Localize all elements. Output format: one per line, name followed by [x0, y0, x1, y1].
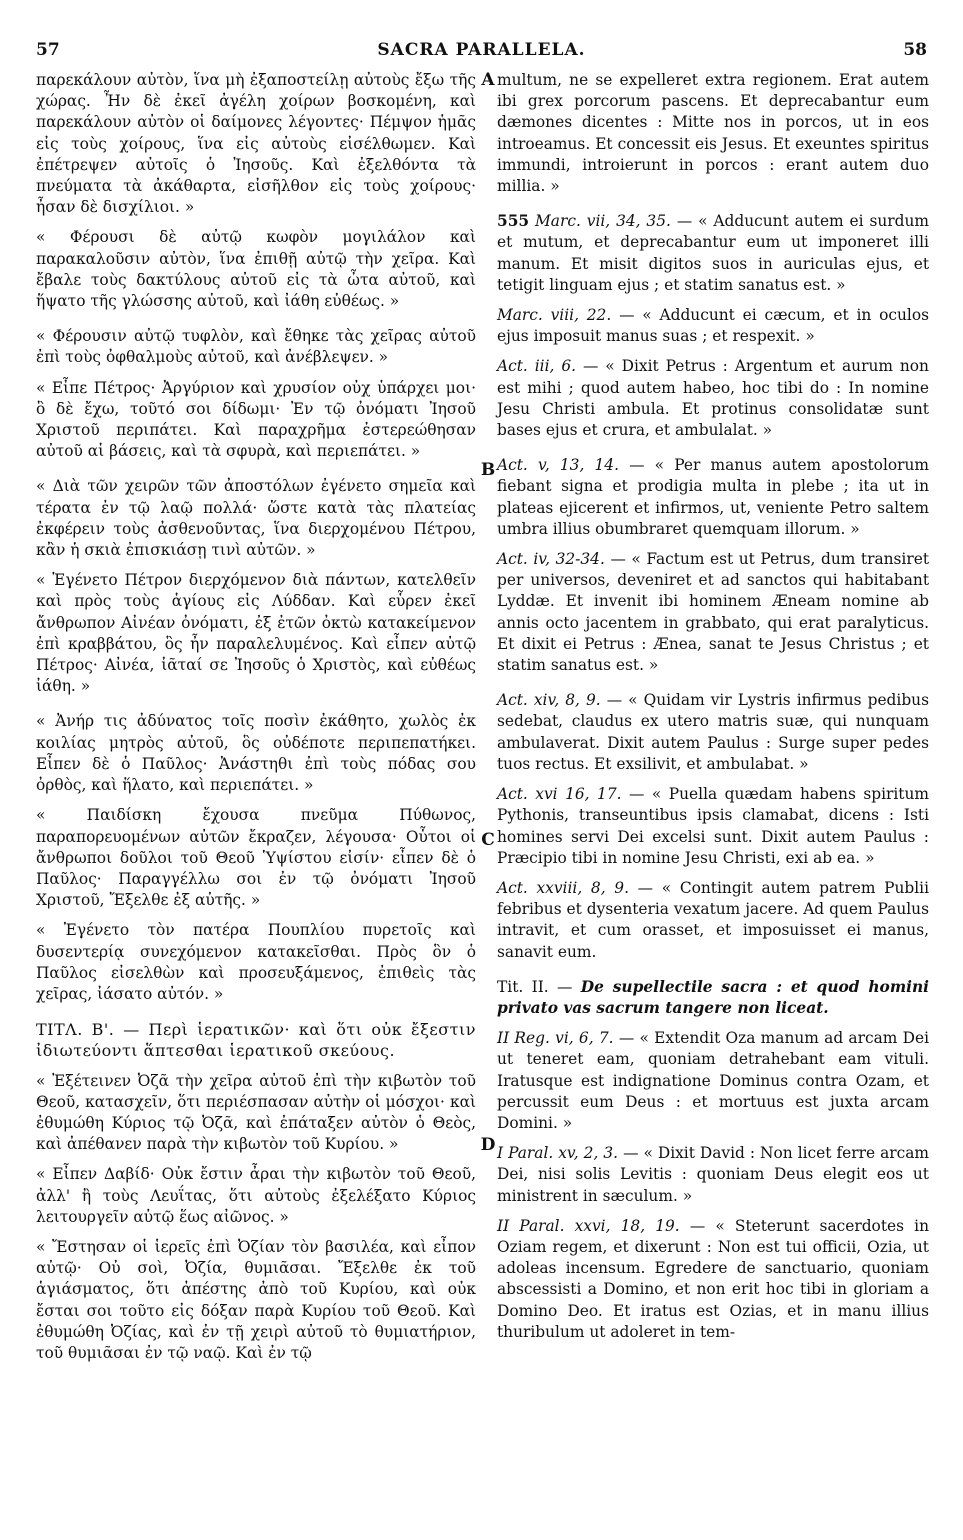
greek-paragraph: « Ἀνήρ τις ἀδύνατος τοῖς ποσὶν ἐκάθητο, χωλὸς ἐκ κοιλίας μητρὸς αὐτοῦ, ὃς οὐδέποτε περιπεπατήκει. Εἶπεν δὲ ὁ Παῦλος· Ἀνάστηθι ἐπὶ τοὺς πόδας σου ὀρθὸς, καὶ ἥλατο, καὶ περιεπάτει. » [36, 712, 476, 795]
latin-text: — « Contingit autem patrem Publii febribus et dysenteria vexatum jacere. Ad quem Paulus intravit, et cum orasset, et imposuisset ei manus, sanavit eum. [497, 878, 929, 961]
latin-paragraph [497, 690, 929, 775]
running-header [36, 40, 927, 64]
greek-paragraph: παρεκάλουν αὐτὸν, ἵνα μὴ ἐξαποστείλῃ αὐτοὺς ἔξω τῆς χώρας. Ἦν δὲ ἐκεῖ ἀγέλη χοίρων βοσκομένη, καὶ παρεκάλουν αὐτὸν οἱ δαίμονες λέγοντες· Πέμψον ἡμᾶς εἰς τοὺς χοίρους, ἵνα εἰς αὐτοὺς εἰσέλθωμεν. Καὶ ἐπέτρεψεν αὐτοῖς ὁ Ἰησοῦς. Καὶ ἐξελθόντα τὰ πνεύματα τὰ ἀκάθαρτα, εἰσῆλθον εἰς τοὺς χοίρους· ἦσαν δὲ δισχίλιοι. » [36, 71, 476, 217]
column-marker-d: D [480, 1135, 496, 1155]
scripture-reference: II Paral. xxvi, 18, 19. [497, 1216, 680, 1235]
latin-paragraph [497, 1028, 929, 1134]
latin-text: — « Factum est ut Petrus, dum transiret per universos, deveniret et ad sanctos qui habitabant Lyddæ. Et invenit ibi hominem Æneam nomine ab annis octo jacentem in grabbato, qui erat paralyticus. Et dixit ei Petrus : Ænea, sanat te Jesus Christus ; et statim sanatus est. » [497, 550, 930, 675]
latin-text: — « Quidam vir Lystris infirmus pedibus sedebat, claudus ex utero matris suæ, qui nunquam ambulaverat. Dixit autem Paulus : Surge super pedes tuos rectus. Et exsilivit, et ambulabat. » [497, 691, 929, 773]
section-title-text: De supellectile sacra : et quod homini privato vas sacrum tangere non liceat. [497, 977, 929, 1017]
latin-paragraph [497, 549, 929, 676]
scripture-reference: Marc. viii, 22. [497, 306, 612, 325]
latin-text: — « Puella quædam habens spiritum Pythonis, transeuntibus ipsis clamabat, dicens : Isti homines servi Dei excelsi sunt. Dixit autem Paulus : Præcipio tibi in nomine Jesu Christi, exi ab ea. » [497, 785, 929, 867]
column-marker-c: C [481, 830, 495, 850]
page-number-left: 57 [36, 40, 60, 60]
latin-text: — « Extendit Oza manum ad arcam Dei ut teneret eam, quoniam detrahebant eam vituli. Iratusque est indignatione Dominus contra Ozam, et percussit eum Deus : et mortuus est juxta arcam Domini. » [497, 1029, 929, 1132]
scripture-reference: Act. iii, 6. [497, 357, 577, 376]
greek-paragraph: « Εἶπεν Δαβίδ· Οὐκ ἔστιν ἆραι τὴν κιβωτὸν τοῦ Θεοῦ, ἀλλ' ἢ τοὺς Λευΐτας, ὅτι αὐτοὺς ἐξελέξατο Κύριος λειτουργεῖν αὐτῷ ἕως αἰῶνος. » [36, 1165, 476, 1226]
greek-paragraph: « Ἐγένετο Πέτρον διερχόμενον διὰ πάντων, κατελθεῖν καὶ πρὸς τοὺς ἁγίους εἰς Λύδδαν. Καὶ εὗρεν ἐκεῖ ἄνθρωπον Αἰνέαν ὀνόματι, ἐξ ἐτῶν ὀκτὼ κατακείμενον ἐπὶ κραββάτου, ὃς ἦν παραλελυμένος. Καὶ εἶπεν αὐτῷ Πέτρος· Αἰνέα, ἰᾶταί σε Ἰησοῦς ὁ Χριστὸς, καὶ εὐθέως ἰάθη. » [36, 571, 476, 696]
scripture-reference: I Paral. xv, 2, 3. [497, 1144, 619, 1163]
scripture-reference: Act. iv, 32-34. [497, 550, 605, 569]
scripture-reference: Act. xiv, 8, 9. [497, 691, 601, 710]
latin-paragraph [497, 878, 929, 963]
column-marker-b: B [480, 460, 496, 480]
latin-text: — « Per manus autem apostolorum fiebant signa et prodigia multa in plebe ; ita ut in plateas ejicerent et infirmos, ut, veniente Petro saltem umbra illius obumbraret quemquam illorum. » [497, 456, 929, 538]
entry-number: 555 [497, 212, 530, 231]
latin-text: — « Adducunt autem ei surdum et mutum, et deprecabantur eum ut imponeret illi manum. Et misit digitos suos in auriculas ejus, et tetigit linguam ejus ; et statim sanatus est. » [497, 212, 929, 294]
greek-paragraph: « Ἔστησαν οἱ ἱερεῖς ἐπὶ Ὀζίαν τὸν βασιλέα, καὶ εἶπον αὐτῷ· Οὐ σοὶ, Ὀζία, θυμιᾶσαι. Ἔξελθε ἐκ τοῦ ἁγιάσματος, ὅτι ἀπέστης ἀπὸ τοῦ Κυρίου, καὶ οὐκ ἔσται σοι τοῦτο εἰς δόξαν παρὰ Κυρίου τοῦ Θεοῦ. Καὶ ἐθυμώθη Ὀζίας, καὶ ἐν τῇ χειρὶ αὐτοῦ τὸ θυμιατήριον, τοῦ θυμιᾶσαι ἐν τῷ ναῷ. Καὶ ἐν τῷ [36, 1237, 476, 1362]
greek-paragraph: « Διὰ τῶν χειρῶν τῶν ἀποστόλων ἐγένετο σημεῖα καὶ τέρατα ἐν τῷ λαῷ πολλά· ὥστε κατὰ τὰς πλατείας ἐκφέρειν τοὺς ἀσθενοῦντας, ἵνα διερχομένου Πέτρου, κἂν ἡ σκιὰ ἐπισκιάσῃ τινὶ αὐτῶν. » [36, 477, 476, 560]
greek-section-title: ΤΙΤΛ. Β'. — Περὶ ἱερατικῶν· καὶ ὅτι οὐκ ἔξεστιν ἰδιωτεύοντι ἅπτεσθαι ἱερατικοῦ σκεύους. [36, 1020, 476, 1061]
latin-paragraph [497, 1216, 929, 1343]
latin-paragraph [497, 784, 929, 869]
latin-paragraph [497, 211, 929, 296]
latin-paragraph [497, 1143, 929, 1207]
latin-text: — « Steterunt sacerdotes in Oziam regem, et dixerunt : Non est tui officii, Ozia, ut adoleas incensum. Egredere de sanctuario, quoniam abscessisti a Domino, et non erit hoc tibi in gloriam a Domino Deo. Et iratus est Ozias, et in manu illius thuribulum ut adoleret in tem- [497, 1216, 929, 1341]
scripture-reference: II Reg. vi, 6, 7. [497, 1029, 614, 1048]
scripture-reference: Act. xvi 16, 17. [497, 785, 622, 804]
latin-paragraph [497, 356, 929, 441]
latin-text: — « Dixit Petrus : Argentum et aurum non est mihi ; quod autem habeo, hoc tibi do : In nomine Jesu Christi ambula. Et protinus consolidatæ sunt bases ejus et crura, et ambulalat. » [497, 357, 929, 440]
page-title: SACRA PARALLELA. [377, 40, 586, 60]
greek-column [36, 70, 476, 1364]
column-marker-a: A [481, 70, 495, 90]
page-number-right: 58 [903, 40, 927, 60]
latin-section-title [497, 977, 929, 1019]
latin-text: — « Adducunt ei cæcum, et in oculos ejus imposuit manus suas ; et respexit. » [497, 306, 929, 346]
scripture-reference: Act. v, 13, 14. [497, 456, 619, 475]
latin-paragraph [497, 305, 929, 347]
greek-paragraph: « Εἶπε Πέτρος· Ἀργύριον καὶ χρυσίον οὐχ ὑπάρχει μοι· ὃ δὲ ἔχω, τοῦτό σοι δίδωμι· Ἐν τῷ ὀνόματι Ἰησοῦ Χριστοῦ περιπάτει. Καὶ παραχρῆμα ἐστερεώθησαν αὐτοῦ αἱ βάσεις, καὶ τὰ σφυρὰ, καὶ περιεπάτει. » [36, 378, 476, 461]
latin-text: — « Dixit David : Non licet ferre arcam Dei, nisi solis Levitis : quoniam Deus elegit eos ut ministrent in sæculum. » [497, 1144, 929, 1205]
latin-text: multum, ne se expelleret extra regionem. Erat autem ibi grex porcorum pascens. Et deprecabantur eum dæmones dicentes : Mitte nos in porcos, ut in eos introeamus. Et concessit eis Jesus. Et exeuntes spiritus immundi, introierunt in porcos : erant autem duo millia. » [497, 71, 929, 196]
scripture-reference: Marc. vii, 34, 35. [535, 212, 671, 231]
greek-paragraph: « Παιδίσκη ἔχουσα πνεῦμα Πύθωνος, παραπορευομένων αὐτῶν ἔκραζεν, λέγουσα· Οὗτοι οἱ ἄνθρωποι δοῦλοι τοῦ Θεοῦ Ὑψίστου εἰσίν· εἶπεν δὲ ὁ Παῦλος· Παραγγέλλω σοι ἐν τῷ ὀνόματι Ἰησοῦ Χριστοῦ, Ἔξελθε ἐξ αὐτῆς. » [36, 806, 476, 910]
greek-paragraph: « Φέρουσιν αὐτῷ τυφλὸν, καὶ ἔθηκε τὰς χεῖρας αὐτοῦ ἐπὶ τοὺς ὀφθαλμοὺς αὐτοῦ, καὶ ἀνέβλεψεν. » [36, 327, 476, 367]
scripture-reference: Act. xxviii, 8, 9. [497, 878, 629, 897]
greek-paragraph: « Φέρουσι δὲ αὐτῷ κωφὸν μογιλάλον καὶ παρακαλοῦσιν αὐτὸν, ἵνα ἐπιθῇ αὐτῷ τὴν χεῖρα. Καὶ ἔβαλε τοὺς δακτύλους αὐτοῦ εἰς τὰ ὦτα αὐτοῦ, καὶ ἥψατο τῆς γλώσσης αὐτοῦ, καὶ ἰάθη εὐθέως. » [36, 228, 476, 311]
latin-paragraph [497, 70, 929, 197]
section-title-label: Tit. II. — [497, 977, 573, 996]
greek-paragraph: « Ἐξέτεινεν Ὀζᾶ τὴν χεῖρα αὐτοῦ ἐπὶ τὴν κιβωτὸν τοῦ Θεοῦ, κατασχεῖν, ὅτι περιέσπασαν αὐτὴν οἱ μόσχοι· καὶ ἐθυμώθη Κύριος τῷ Ὀζᾶ, καὶ ἐπάταξεν αὐτὸν ὁ Θεὸς, καὶ ἀπέθανεν παρὰ τὴν κιβωτὸν τοῦ Κυρίου. » [36, 1071, 476, 1154]
latin-paragraph [497, 455, 929, 540]
greek-paragraph: « Ἐγένετο τὸν πατέρα Πουπλίου πυρετοῖς καὶ δυσεντερίᾳ συνεχόμενον κατακεῖσθαι. Πρὸς ὃν ὁ Παῦλος εἰσελθὼν καὶ προσευξάμενος, ἐπιθεὶς τὰς χεῖρας, ἰάσατο αὐτόν. » [36, 921, 476, 1003]
latin-column [497, 70, 929, 1343]
